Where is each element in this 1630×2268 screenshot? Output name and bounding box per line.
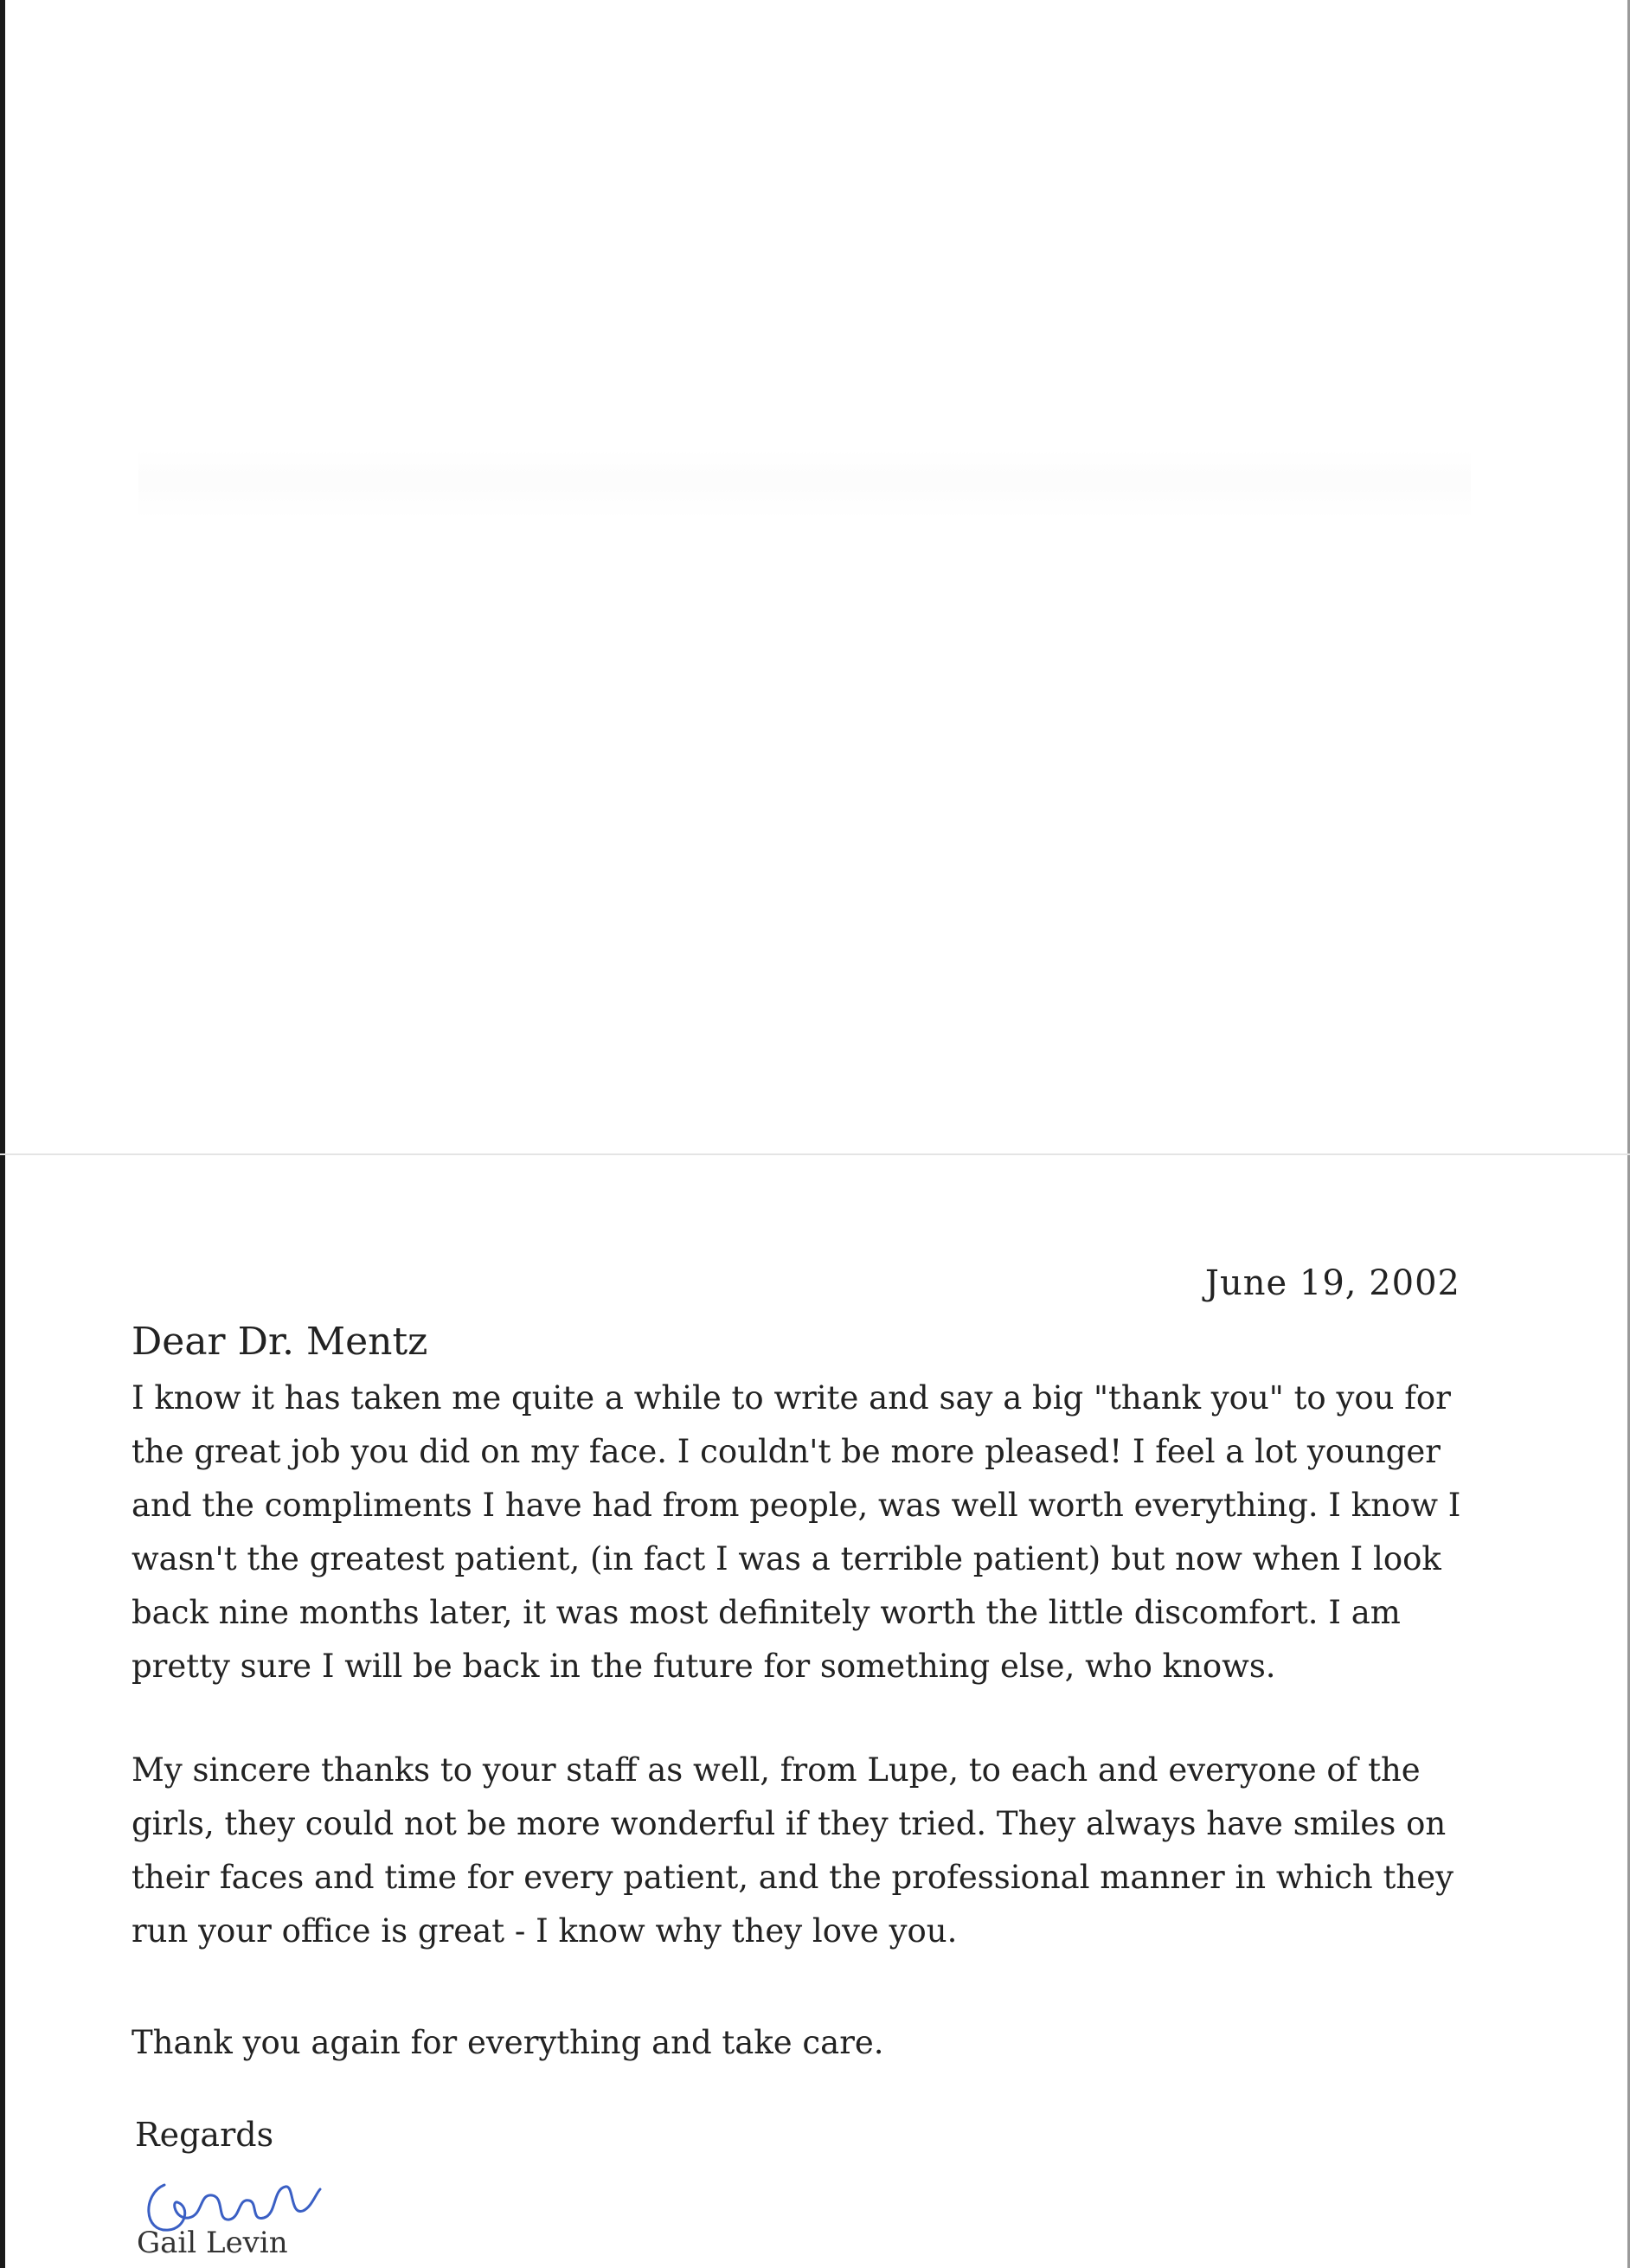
body-paragraph-3: Thank you again for everything and take care.	[132, 2024, 884, 2061]
page-edge-left	[0, 0, 5, 2268]
faint-show-through	[138, 450, 1471, 519]
salutation: Dear Dr. Mentz	[132, 1320, 428, 1364]
body-paragraph-1: I know it has taken me quite a while to write and say a big "thank you" to you for the great job you did on my face. I couldn't be more pleased! I feel a lot younger and the compliments I have had from people, was well worth everything. I know I wasn't the greatest patient, (in fact I was a terrible patient) but now when I look back nine months later, it was most definitely worth the little discomfort. I am pretty sure I will be back in the future for something else, who knows.	[132, 1379, 1461, 1685]
closing: Regards	[135, 2116, 274, 2154]
body-paragraph-2: My sincere thanks to your staff as well, from Lupe, to each and everyone of the girls, they could not be more wonderful if they tried. They always have smiles on their faces and time for every patient, and the professional manner in which they run your office is great - I know why they love you.	[132, 1751, 1454, 1950]
letter-date: June 19, 2002	[1204, 1263, 1460, 1303]
signer-name: Gail Levin	[137, 2226, 288, 2260]
fold-line	[0, 1153, 1630, 1155]
